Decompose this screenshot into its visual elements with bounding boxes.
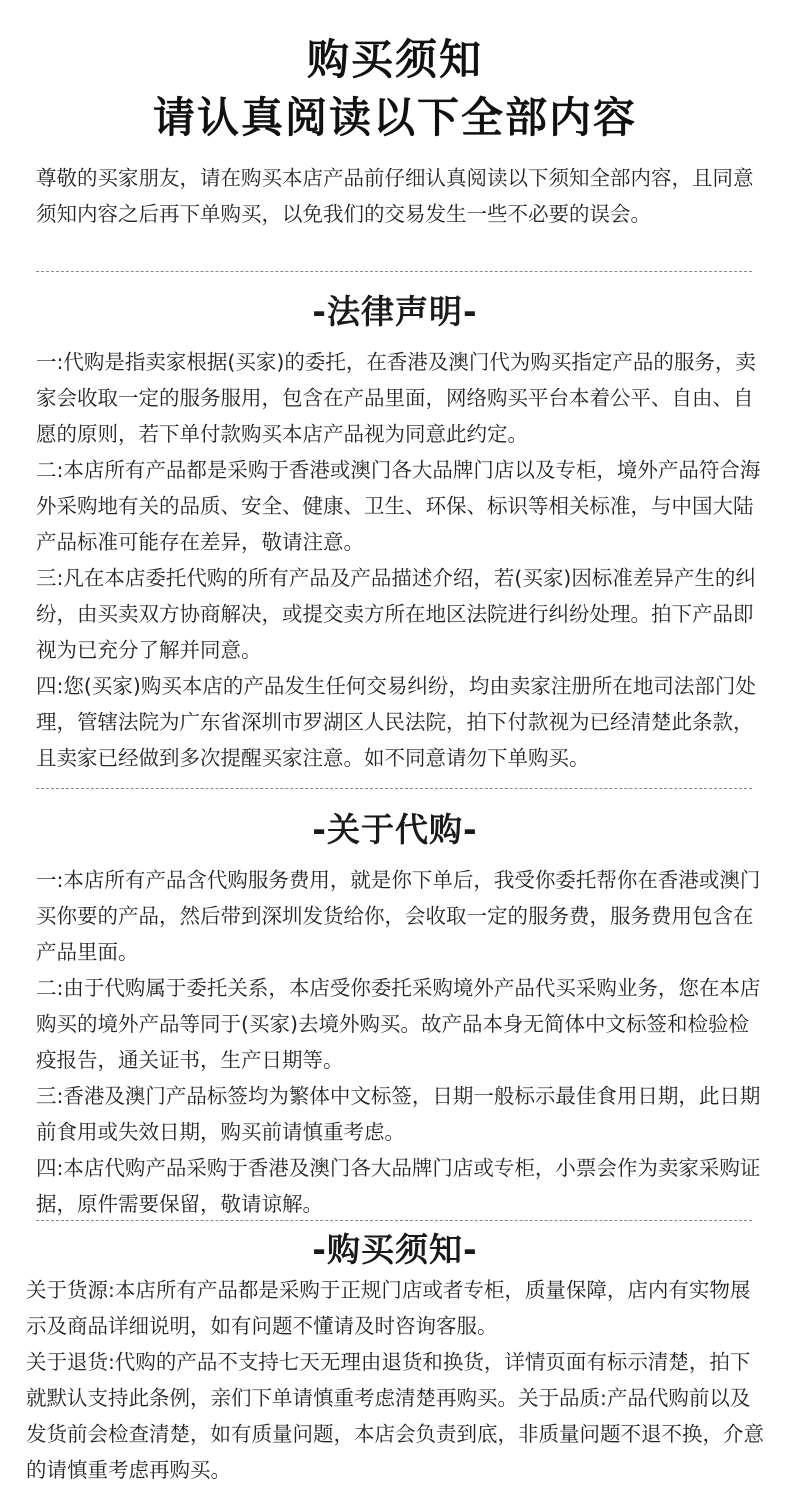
proxy-section [36,862,766,1222]
notice-item-source: 关于货源:本店所有产品都是采购于正规门店或者专柜，质量保障，店内有实物展示及商品详细说明，如有问题不懂请及时咨询客服。 [26,1278,751,1338]
notice-section [26,1272,770,1488]
section-title-notice: -购买须知- [312,1230,478,1269]
page-subtitle: 请认真阅读以下全部内容 [152,93,637,142]
legal-item-2: 二:本店所有产品都是采购于香港或澳门各大品牌门店以及专柜，境外产品符合海外采购地有关的品质、安全、健康、卫生、环保、标识等相关标准，与中国大陆产品标准可能存在差异，敬请注意。 [36,458,761,554]
intro-paragraph: 尊敬的买家朋友，请在购买本店产品前仔细认真阅读以下须知全部内容，且同意须知内容之后再下单购买，以免我们的交易发生一些不必要的误会。 [36,166,754,226]
proxy-item-2: 二:由于代购属于委托关系，本店受你委托采购境外产品代买采购业务，您在本店购买的境外产品等同于(买家)去境外购买。故产品本身无简体中文标签和检验检疫报告，通关证书，生产日期等。 [36,976,761,1072]
legal-item-1: 一:代购是指卖家根据(买家)的委托，在香港及澳门代为购买指定产品的服务，卖家会收取一定的服务服用，包含在产品里面，网络购买平台本着公平、自由、自愿的原则，若下单付款购买本店产品视为同意此约定。 [36,350,756,446]
proxy-item-4: 四:本店代购产品采购于香港及澳门各大品牌门店或专柜，小票会作为卖家采购证据，原件需要保留，敬请谅解。 [36,1156,761,1216]
notice-item-returns: 关于退货:代购的产品不支持七天无理由退货和换货，详情页面有标示清楚，拍下就默认支持此条例，亲们下单请慎重考虑清楚再购买。关于品质:产品代购前以及发货前会检查清楚，如有质量问题，本店会负责到底，非质量问题不退不换，介意的请慎重考虑再购买。 [26,1350,764,1482]
legal-item-3: 三:凡在本店委托代购的所有产品及产品描述介绍，若(买家)因标准差异产生的纠纷，由买卖双方协商解决，或提交卖方所在地区法院进行纠纷处理。拍下产品即视为已充分了解并同意。 [36,566,756,662]
section-title-proxy: -关于代购- [312,810,478,849]
proxy-item-3: 三:香港及澳门产品标签均为繁体中文标签，日期一般标示最佳食用日期，此日期前食用或失效日期，购买前请慎重考虑。 [36,1084,761,1144]
divider-1 [36,271,752,272]
page-title: 购买须知 [306,35,483,84]
proxy-item-1: 一:本店所有产品含代购服务费用，就是你下单后，我受你委托帮你在香港或澳门买你要的产品，然后带到深圳发货给你，会收取一定的服务费，服务费用包含在产品里面。 [36,868,761,964]
legal-item-4: 四:您(买家)购买本店的产品发生任何交易纠纷，均由卖家注册所在地司法部门处理，管辖法院为广东省深圳市罗湖区人民法院，拍下付款视为已经清楚此条款，且卖家已经做到多次提醒买家注意。如不同意请勿下单购买。 [36,674,756,770]
divider-2 [36,788,752,789]
legal-section [36,344,766,776]
divider-3 [36,1220,752,1221]
section-title-legal: -法律声明- [312,292,478,331]
